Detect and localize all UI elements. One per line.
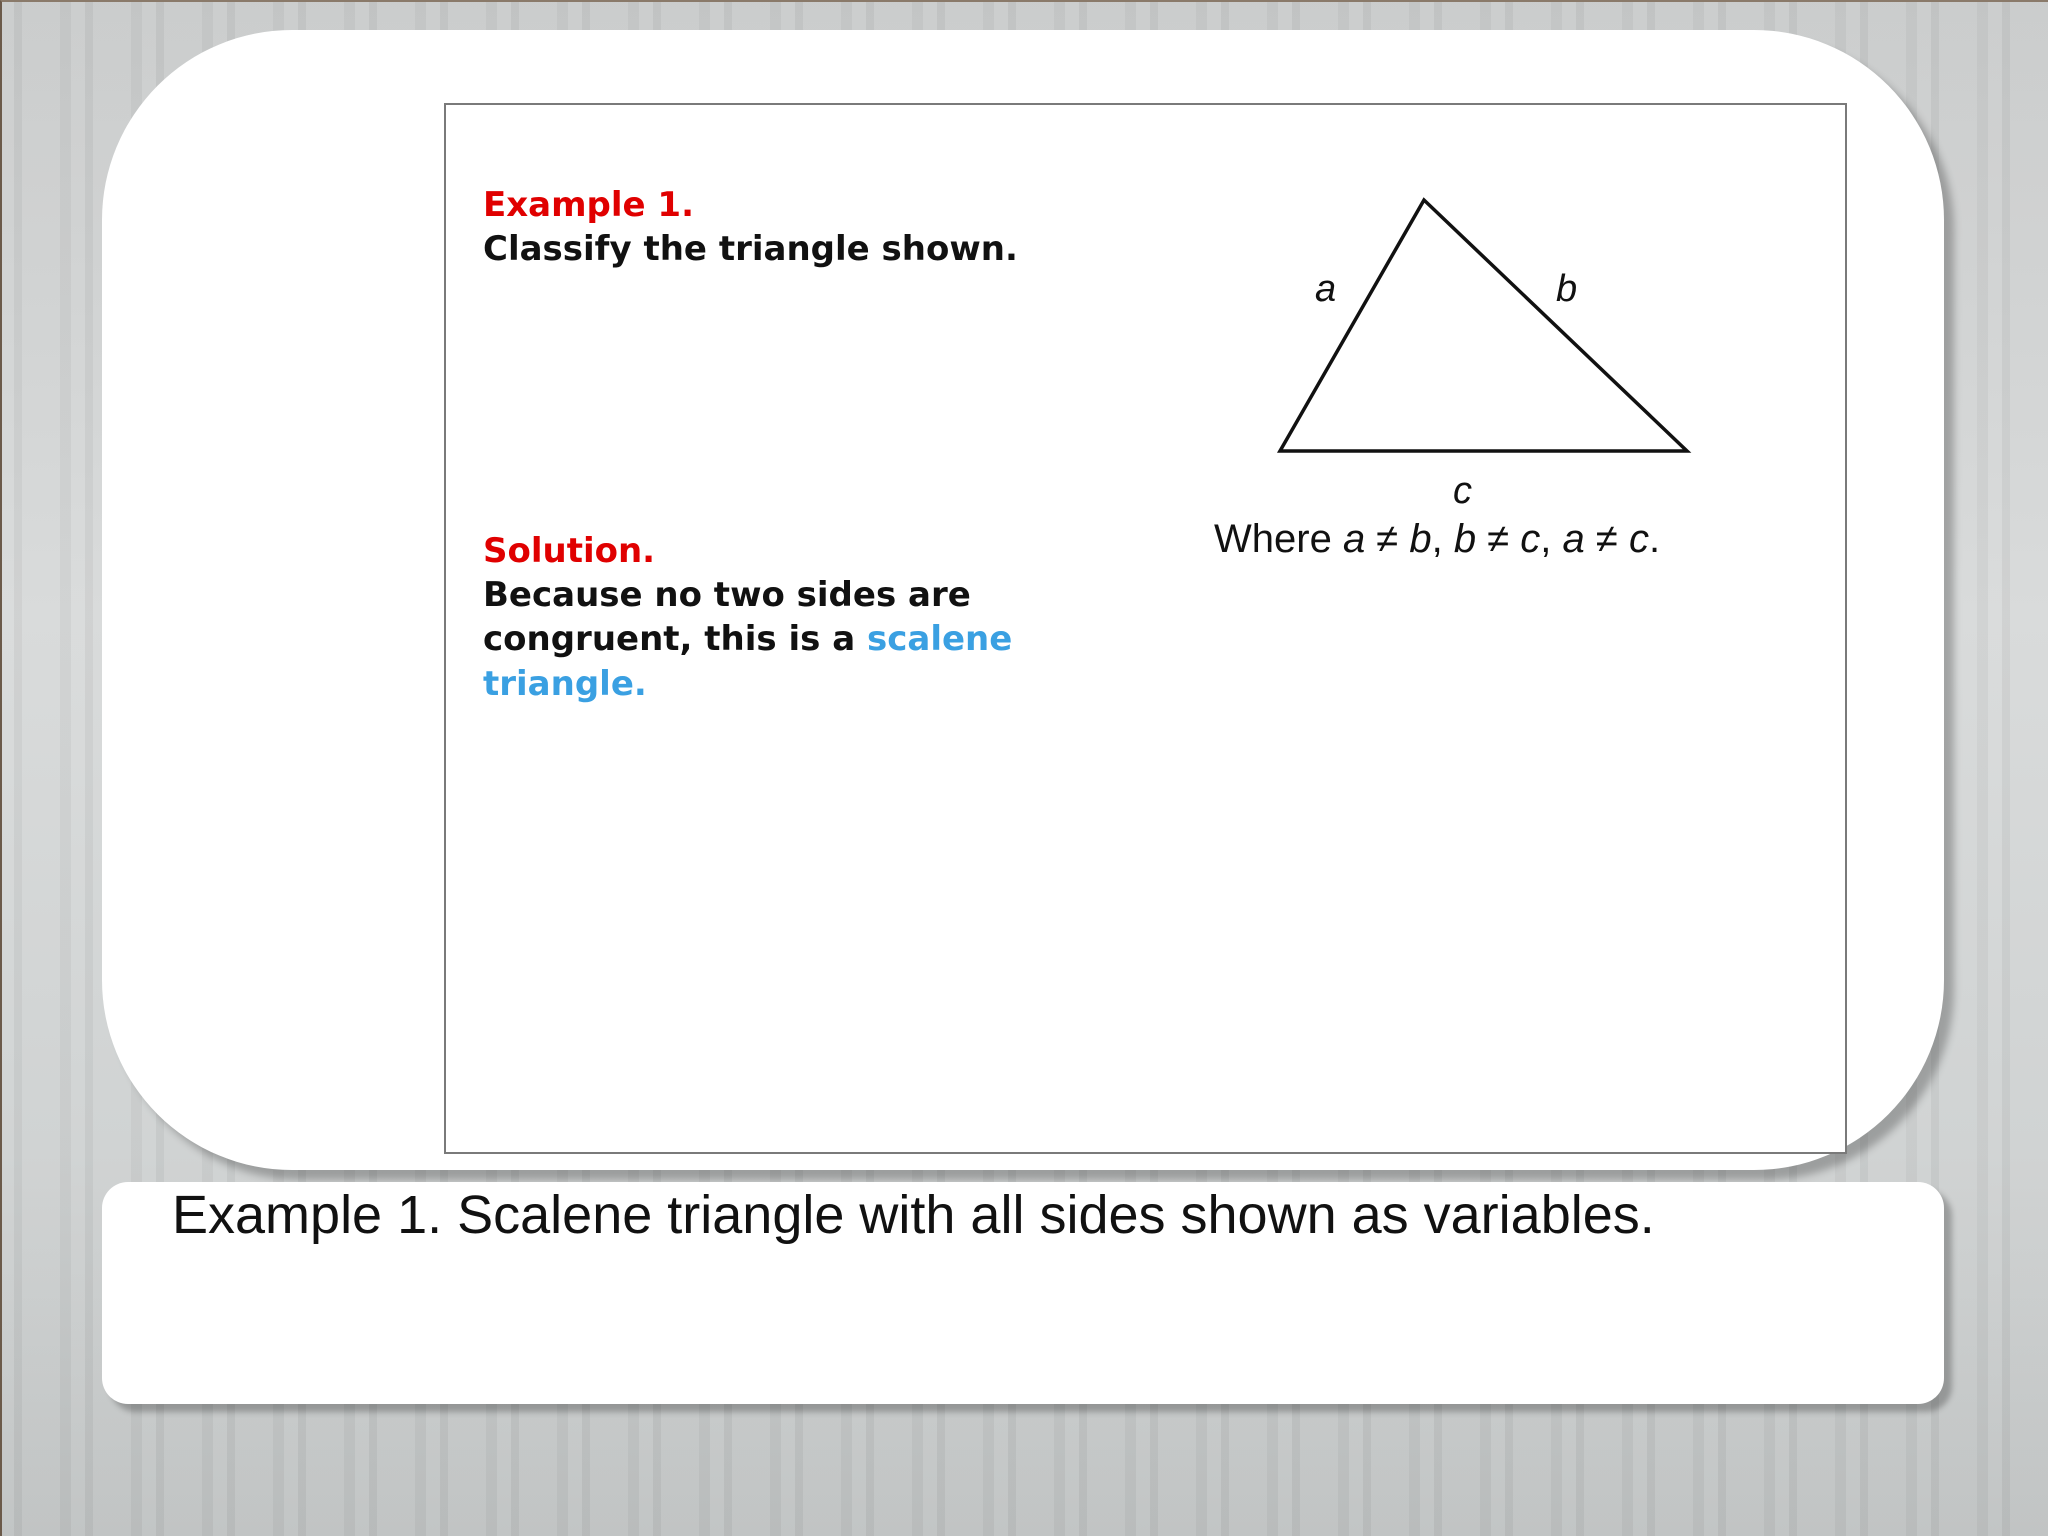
scalene-highlight: scalene <box>867 619 1013 659</box>
slide-card <box>102 30 1944 1170</box>
side-label-b: b <box>1556 268 1578 310</box>
caption-text: Example 1. Scalene triangle with all sides shown as variables. <box>172 1185 1655 1245</box>
caption-card <box>102 1182 1944 1404</box>
side-label-a: a <box>1315 268 1337 310</box>
condition-a-c: a ≠ c <box>1562 517 1649 561</box>
scalene-triangle <box>1280 200 1687 451</box>
triangle-figure <box>446 105 1849 1156</box>
condition-a-b: a ≠ b <box>1342 517 1432 561</box>
condition-separator-2: , <box>1540 517 1563 561</box>
side-condition-text <box>1214 517 1660 562</box>
example-prompt: Classify the triangle shown. <box>483 229 1018 269</box>
lesson-slide <box>444 103 1847 1154</box>
solution-title: Solution. <box>483 531 656 571</box>
condition-b-c: b ≠ c <box>1453 517 1541 561</box>
solution-text-line-2-start: congruent, this is a <box>483 619 867 659</box>
where-prefix: Where <box>1214 517 1343 561</box>
solution-text-line-1: Because no two sides are <box>483 575 971 615</box>
triangle-highlight: triangle. <box>483 664 647 704</box>
condition-end: . <box>1648 517 1661 561</box>
side-label-c: c <box>1453 470 1472 512</box>
condition-separator-1: , <box>1431 517 1454 561</box>
example-title: Example 1. <box>483 185 694 225</box>
